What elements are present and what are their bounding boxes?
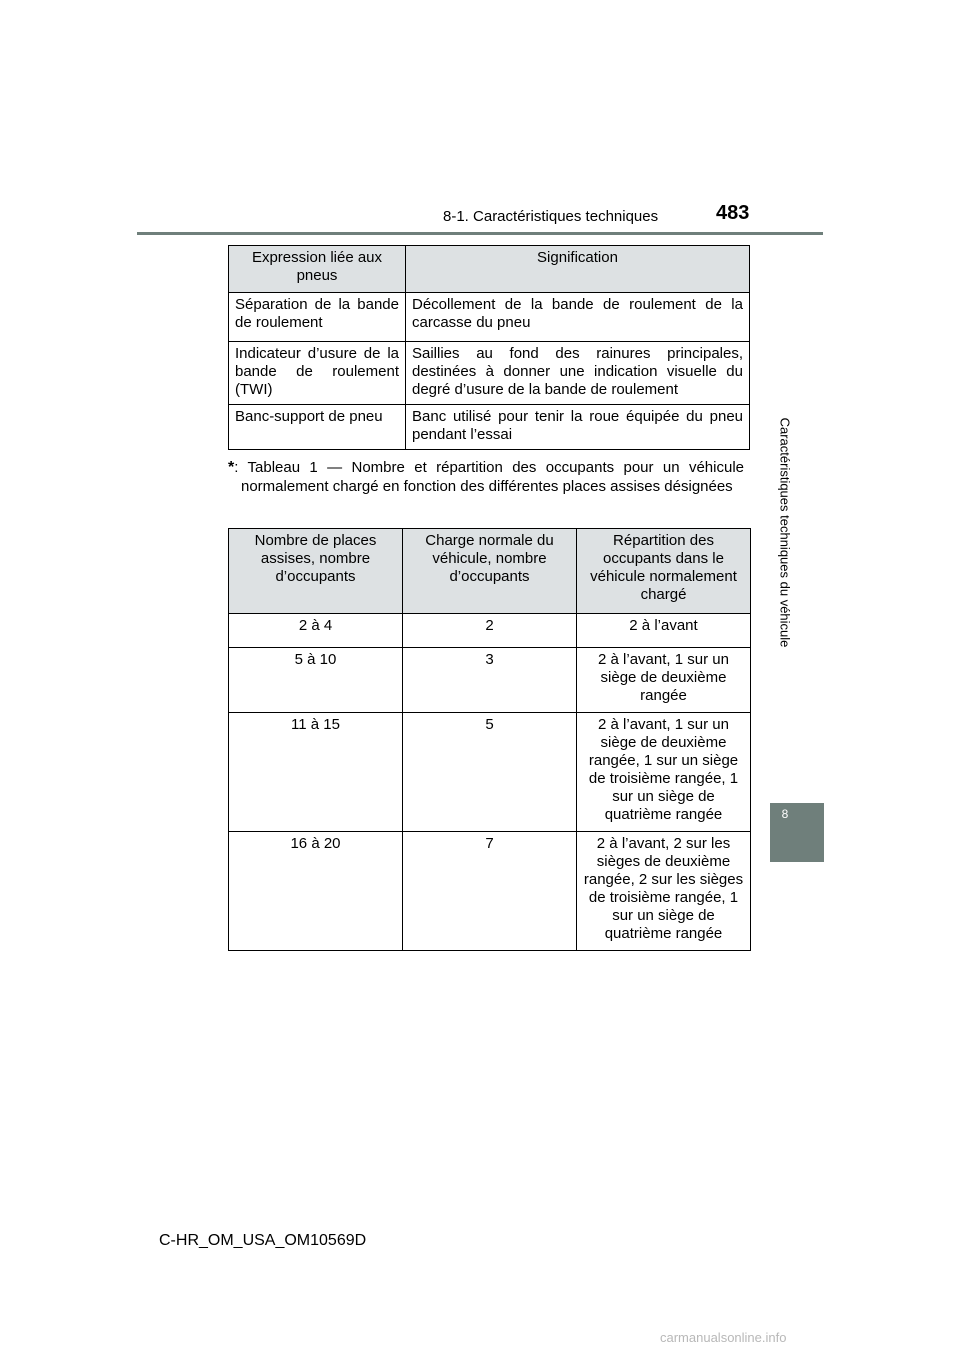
seating-cell: 5 à 10	[229, 648, 403, 713]
column-header: Expression liée aux pneus	[229, 246, 406, 293]
column-header: Répartition des occupants dans le véhicule normalement chargé	[577, 529, 751, 614]
table-row	[229, 405, 750, 450]
distribution-cell: 2 à l’avant	[577, 614, 751, 648]
column-header: Charge normale du véhicule, nombre d’occupants	[403, 529, 577, 614]
distribution-cell: 2 à l’avant, 1 sur un siège de deuxième rangée	[577, 648, 751, 713]
meaning-cell: Décollement de la bande de roulement de la carcasse du pneu	[406, 293, 750, 342]
meaning-cell: Banc utilisé pour tenir la roue équipée du pneu pendant l’essai	[406, 405, 750, 450]
load-cell: 2	[403, 614, 577, 648]
table-row	[229, 614, 751, 648]
section-title: 8-1. Caractéristiques techniques	[443, 208, 659, 225]
table-row	[229, 648, 751, 713]
distribution-cell: 2 à l’avant, 1 sur un siège de deuxième rangée, 1 sur un siège de troisième rangée, 1 sur un siège de quatrième rangée	[577, 713, 751, 832]
side-chapter-title-text: Caractéristiques techniques du véhicule	[777, 417, 793, 647]
load-cell: 5	[403, 713, 577, 832]
seating-cell: 11 à 15	[229, 713, 403, 832]
footnote-body	[228, 458, 744, 496]
table-header-row	[229, 246, 750, 293]
footnote	[228, 458, 744, 496]
page-number: 483	[716, 202, 750, 224]
occupants-table	[228, 528, 751, 951]
header-rule	[137, 232, 823, 235]
column-header: Nombre de places assises, nombre d’occupants	[229, 529, 403, 614]
column-header: Signification	[406, 246, 750, 293]
side-chapter-title	[770, 262, 800, 802]
tire-terms-table	[228, 245, 750, 450]
term-cell: Banc-support de pneu	[229, 405, 406, 450]
table-row	[229, 832, 751, 951]
chapter-number: 8	[781, 807, 789, 821]
table-row	[229, 342, 750, 405]
footnote-marker: *	[228, 459, 235, 476]
table-header-row	[229, 529, 751, 614]
footnote-text: : Tableau 1 — Nombre et répartition des occupants pour un véhicule normalement chargé en fonction des différentes places assises désignées	[234, 459, 744, 495]
seating-cell: 16 à 20	[229, 832, 403, 951]
distribution-cell: 2 à l’avant, 2 sur les sièges de deuxième rangée, 2 sur les sièges de troisième rangée, 1 sur un siège de quatrième rangée	[577, 832, 751, 951]
table-row	[229, 713, 751, 832]
table-row	[229, 293, 750, 342]
term-cell: Indicateur d’usure de la bande de roulement (TWI)	[229, 342, 406, 405]
load-cell: 7	[403, 832, 577, 951]
seating-cell: 2 à 4	[229, 614, 403, 648]
chapter-tab	[770, 803, 824, 862]
load-cell: 3	[403, 648, 577, 713]
term-cell: Séparation de la bande de roulement	[229, 293, 406, 342]
document-code: C-HR_OM_USA_OM10569D	[159, 1232, 367, 1249]
meaning-cell: Saillies au fond des rainures principales, destinées à donner une indication visuelle du degré d’usure de la bande de roulement	[406, 342, 750, 405]
watermark: carmanualsonline.info	[660, 1330, 787, 1345]
